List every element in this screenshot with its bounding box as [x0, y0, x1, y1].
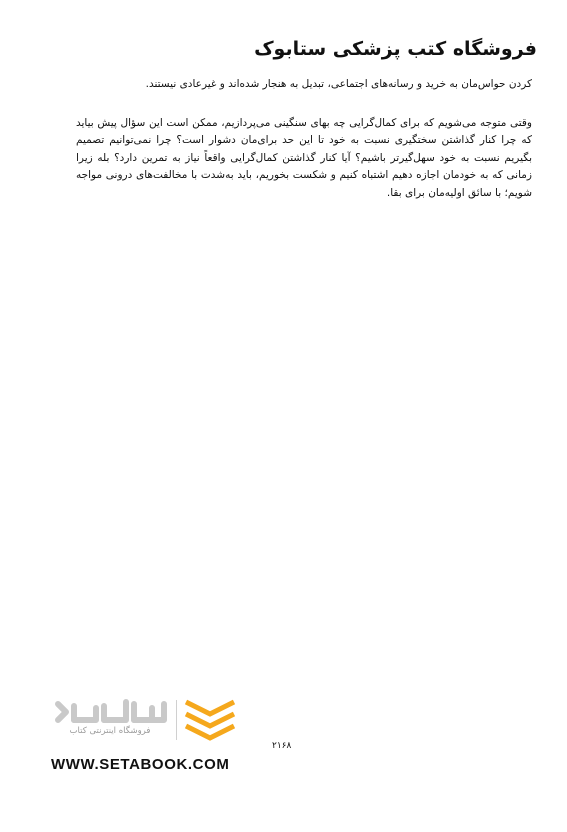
website-url: WWW.SETABOOK.COM	[51, 756, 230, 773]
logo-tagline: فروشگاه اینترنتی کتاب	[69, 726, 151, 736]
page-number: ۲۱۶۸	[272, 741, 292, 751]
body-text	[76, 76, 532, 202]
stacked-books-chevron-icon	[182, 696, 238, 744]
paragraph: کردن حواس‌مان به خرید و رسانه‌های اجتماعی، تبدیل به هنجار شده‌اند و غیرعادی نیستند.	[145, 78, 532, 90]
setabook-wordmark-logo	[52, 694, 172, 730]
logo-divider	[176, 700, 177, 740]
setabook-logo	[44, 692, 244, 752]
paragraph: وقتی متوجه می‌شویم که برای کمال‌گرایی چه بهای سنگینی می‌پردازیم، ممکن است این سؤال پیش بیاید که چرا کنار گذاشتن سختگیری نسبت به خود تا این حد برای‌مان دشوار است؟ چرا نمی‌توانیم تصمیم بگیریم نسبت به خود سهل‌گیرتر باشیم؟ آیا کنار گذاشتن کمال‌گرایی واقعاً نیاز به تمرین دارد؟ بله زیرا زمانی که به خودمان اجازه دهیم اشتباه کنیم و شکست بخوریم، باید به‌شدت با مخالفت‌های درونی مواجه شویم؛ با سائق اولیه‌مان برای بقا.	[76, 116, 532, 199]
page-title: فروشگاه کتب پزشکی ستابوک	[254, 38, 537, 60]
